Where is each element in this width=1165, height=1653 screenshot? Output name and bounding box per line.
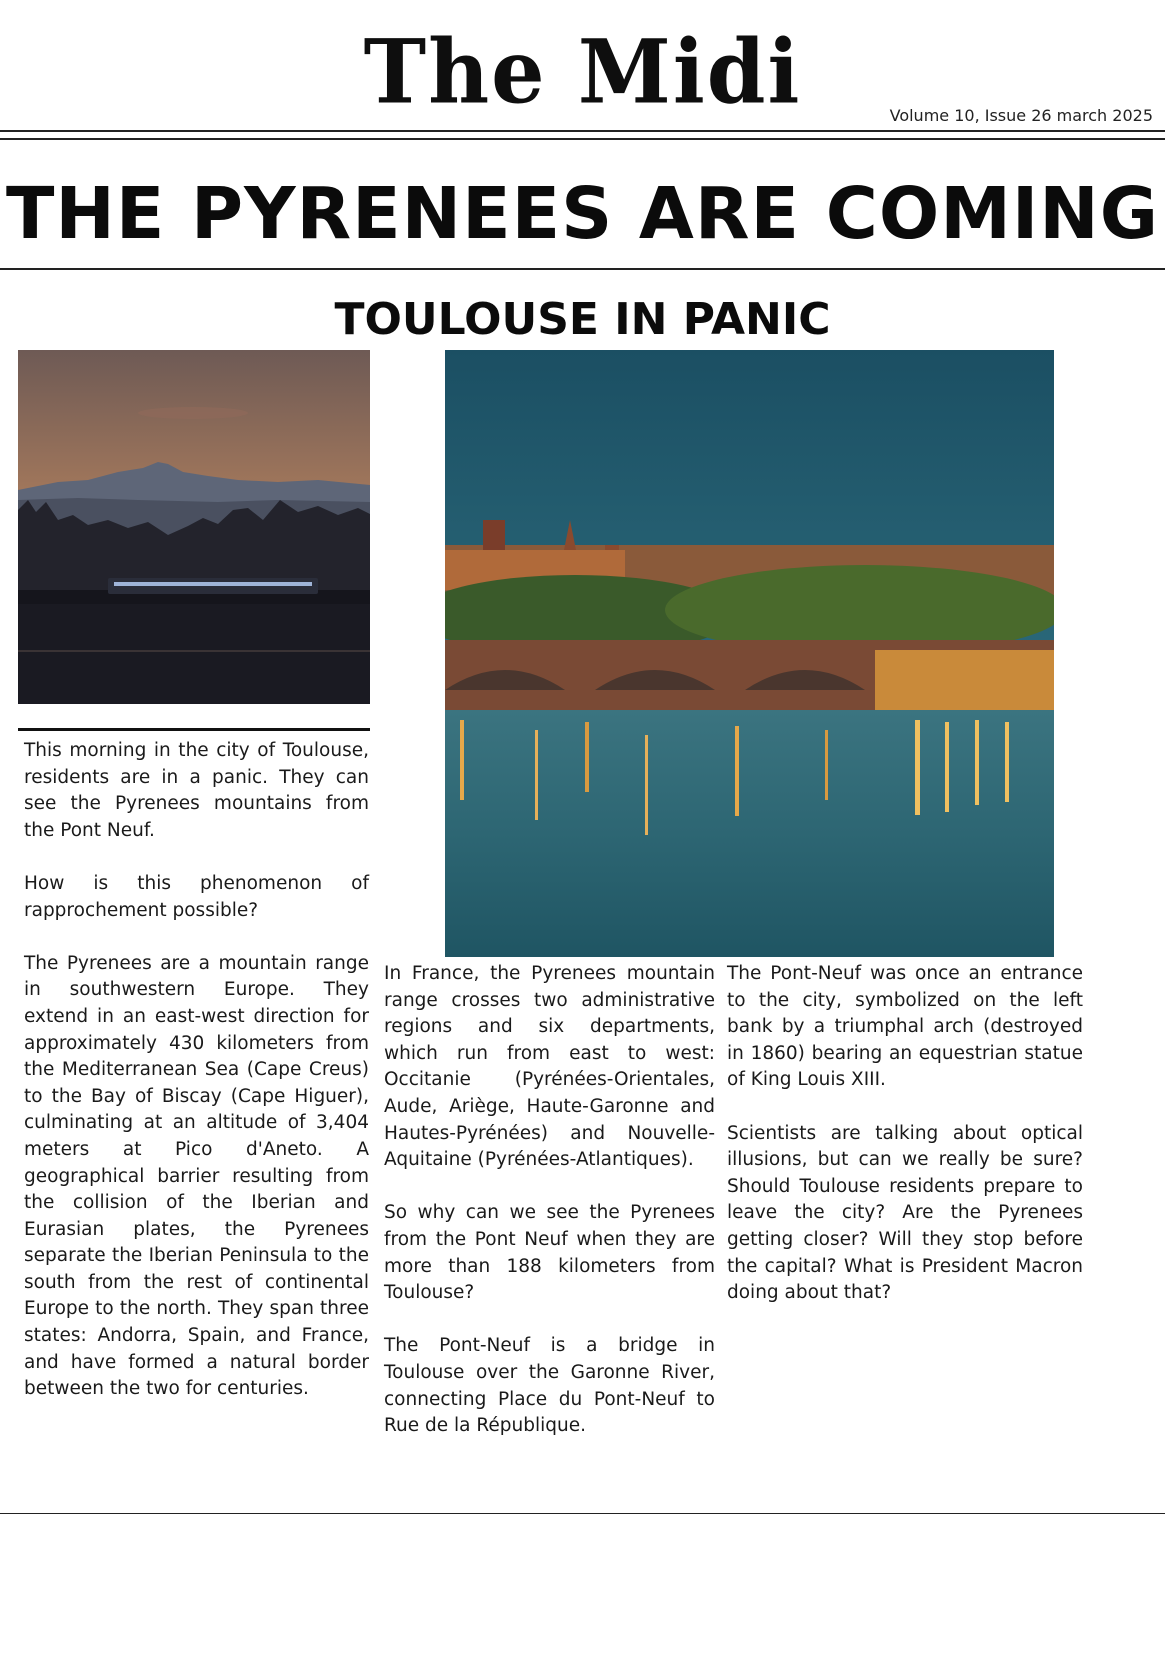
right-paragraph-1: The Pont-Neuf was once an entrance to the city, symbolized on the left bank by a triumphal arch (destroyed in 1860) bearing an equestrian statue of King Louis XIII. (727, 963, 1083, 1091)
middle-paragraph-1: In France, the Pyrenees mountain range crosses two administrative regions and six departments, which run from east to west: Occitanie (Pyrénées-Orientales, Aude, Ariège, Haute-Garonne and Hautes-Pyrénées) and Nouvelle-Aquitaine (Pyrénées-Atlantiques). (384, 963, 715, 1171)
middle-paragraph-3: The Pont-Neuf is a bridge in Toulouse over the Garonne River, connecting Place du Pont-Neuf to Rue de la République. (384, 1335, 715, 1437)
main-headline: THE PYRENEES ARE COMING (5, 172, 1160, 255)
left-paragraph-3: The Pyrenees are a mountain range in southwestern Europe. They extend in an east-west direction for approximately 430 kilometers from the Mediterranean Sea (Cape Creus) to the Bay of Biscay (Cape Higuer), culminating at an altitude of 3,404 meters at Pico d'Aneto. A geographical barrier resulting from the collision of the Iberian and Eurasian plates, the Pyrenees separate the Iberian Peninsula to the south from the rest of continental Europe to the north. They span three states: Andorra, Spain, and France, and have formed a natural border between the two for centuries. (24, 952, 369, 1400)
article-column-left (24, 738, 369, 1403)
headline-rule (0, 268, 1165, 270)
pont-neuf-night-photo (445, 350, 1054, 957)
left-paragraph-1: This morning in the city of Toulouse, residents are in a panic. They can see the Pyrenees mountains from the Pont Neuf. (24, 740, 369, 841)
mountain-sunset-photo (18, 350, 370, 704)
left-paragraph-2: How is this phenomenon of rapprochement possible? (24, 872, 369, 921)
masthead-title: The Midi (363, 19, 802, 124)
article-column-middle (384, 961, 715, 1440)
issue-info: Volume 10, Issue 26 march 2025 (889, 106, 1153, 125)
right-paragraph-2: Scientists are talking about optical illusions, but can we really be sure? Should Toulouse residents prepare to leave the city? Are the Pyrenees getting closer? Will they stop before the capital? What is President Macron doing about that? (727, 1122, 1083, 1304)
left-column-rule (18, 728, 370, 731)
masthead-rule-bottom (0, 138, 1165, 140)
masthead-rule-top (0, 130, 1165, 132)
middle-paragraph-2: So why can we see the Pyrenees from the Pont Neuf when they are more than 188 kilometers from Toulouse? (384, 1202, 715, 1304)
sub-headline: TOULOUSE IN PANIC (334, 294, 831, 345)
footer-rule (0, 1513, 1165, 1514)
article-column-right (727, 961, 1083, 1307)
